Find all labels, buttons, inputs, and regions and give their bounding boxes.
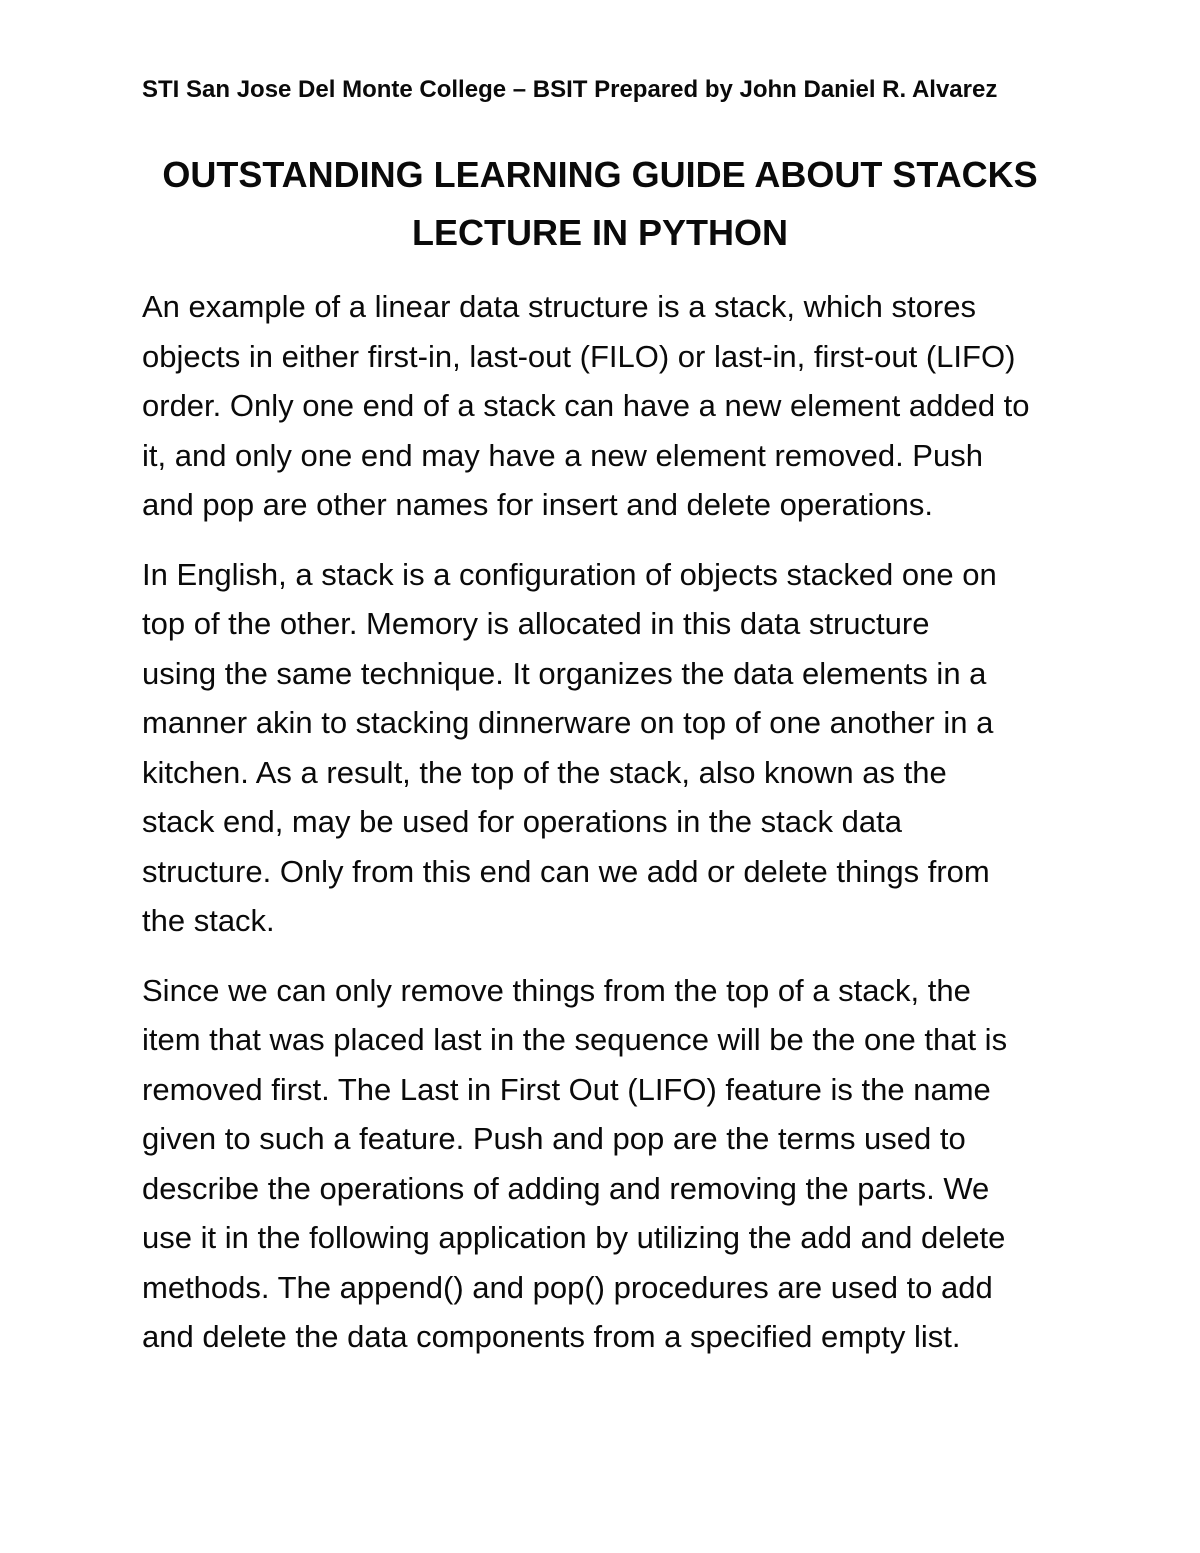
title-line: LECTURE IN PYTHON xyxy=(411,212,788,253)
text-line: item that was placed last in the sequence will be the one that is xyxy=(142,1022,1008,1057)
text-line: order. Only one end of a stack can have a new element added to xyxy=(142,388,1030,423)
text-line: structure. Only from this end can we add or delete things from xyxy=(142,853,990,889)
text-line: the stack. xyxy=(142,903,275,938)
text-line: given to such a feature. Push and pop are the terms used to xyxy=(142,1121,966,1156)
text-line: and delete the data components from a specified empty list. xyxy=(142,1319,961,1354)
paragraph-3 xyxy=(142,966,1072,1362)
text-line: stack end, may be used for operations in the stack data xyxy=(142,804,902,839)
text-line: it, and only one end may have a new element removed. Push xyxy=(142,437,983,473)
document-title xyxy=(100,146,1100,262)
text-line: top of the other. Memory is allocated in this data structure xyxy=(142,606,930,641)
text-line: using the same technique. It organizes the data elements in a xyxy=(142,655,987,691)
page-header: STI San Jose Del Monte College – BSIT Prepared by John Daniel R. Alvarez xyxy=(142,76,998,103)
text-line: methods. The append() and pop() procedures are used to add xyxy=(142,1269,993,1305)
text-line: and pop are other names for insert and delete operations. xyxy=(142,487,934,522)
text-line: Since we can only remove things from the top of a stack, the xyxy=(142,972,971,1008)
text-line: An example of a linear data structure is a stack, which stores xyxy=(142,289,976,324)
text-line: kitchen. As a result, the top of the stack, also known as the xyxy=(142,754,947,790)
paragraph-2 xyxy=(142,550,1072,946)
paragraph-1 xyxy=(142,282,1072,530)
document-body xyxy=(142,282,1072,1382)
text-line: describe the operations of adding and removing the parts. We xyxy=(142,1170,990,1206)
title-line: OUTSTANDING LEARNING GUIDE ABOUT STACKS xyxy=(162,154,1038,195)
text-line: removed first. The Last in First Out (LIFO) feature is the name xyxy=(142,1071,991,1107)
text-line: objects in either first-in, last-out (FILO) or last-in, first-out (LIFO) xyxy=(142,338,1016,374)
text-line: use it in the following application by utilizing the add and delete xyxy=(142,1220,1006,1255)
text-line: manner akin to stacking dinnerware on top of one another in a xyxy=(142,705,994,740)
text-line: In English, a stack is a configuration of objects stacked one on xyxy=(142,556,997,592)
